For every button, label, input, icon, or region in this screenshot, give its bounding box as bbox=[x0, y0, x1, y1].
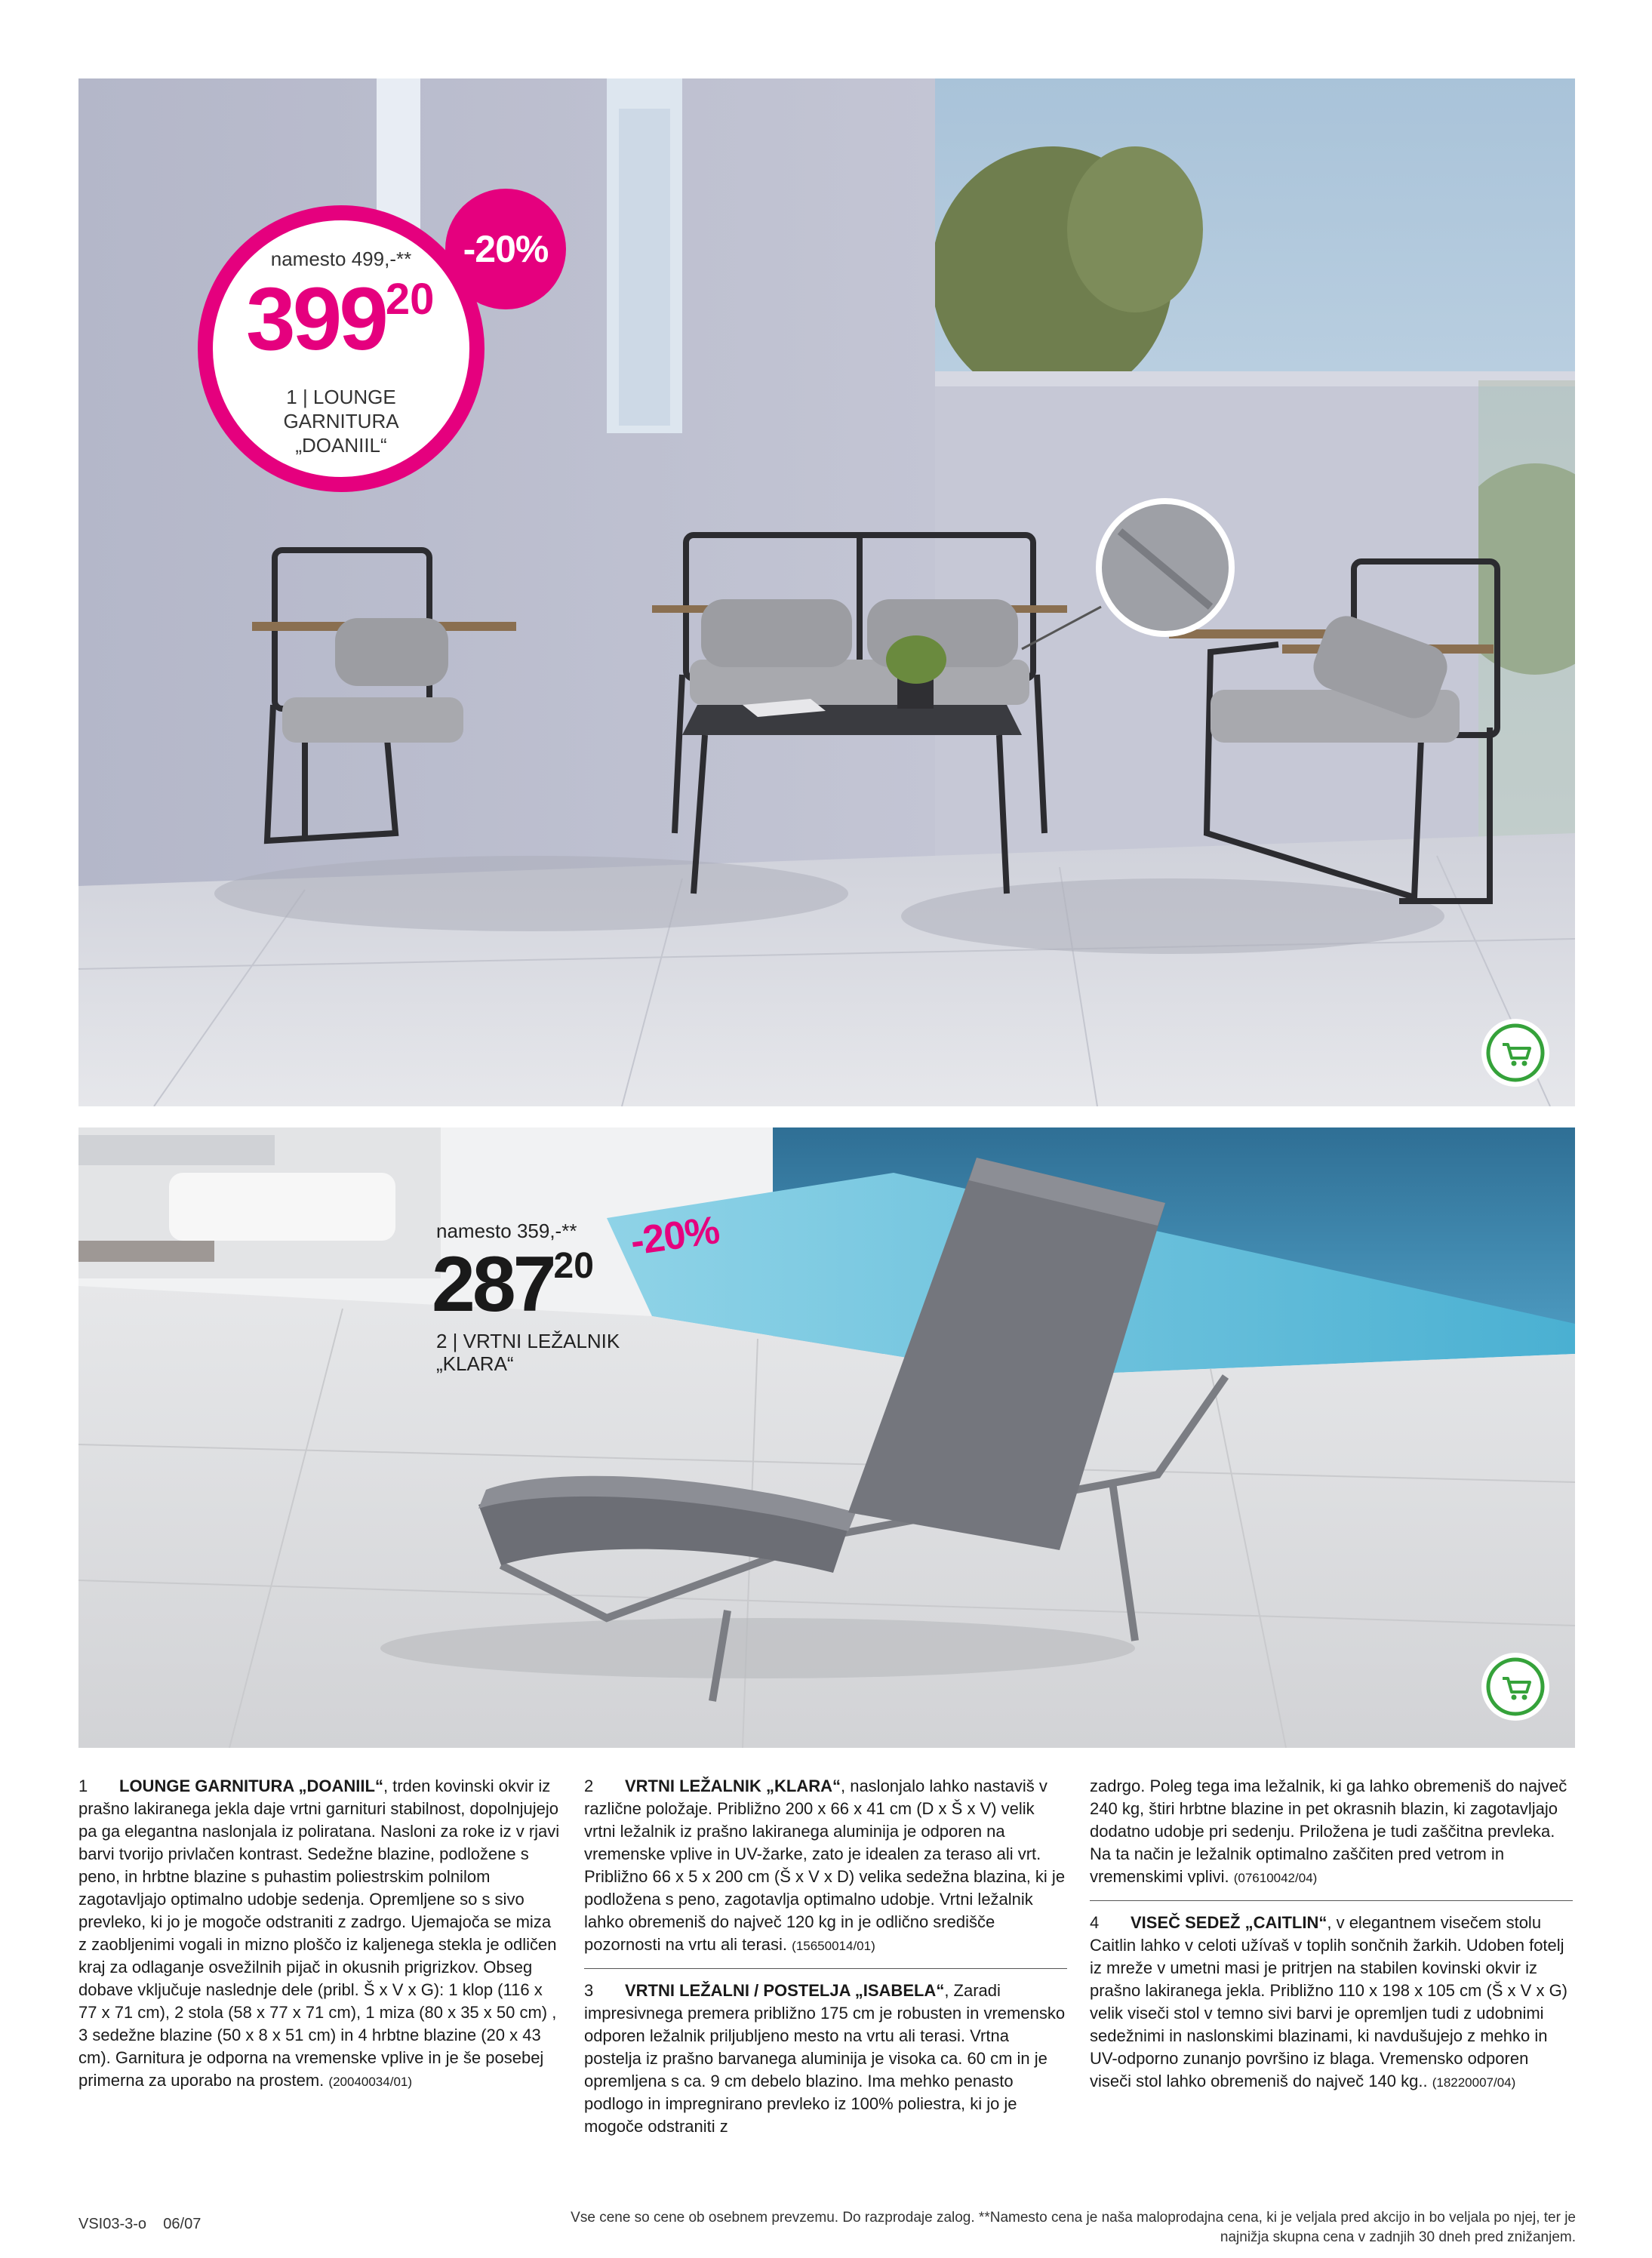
offer-name-line: „KLARA“ bbox=[436, 1352, 514, 1375]
text-column-2 bbox=[584, 1775, 1067, 2138]
product-text: , v elegantnem visečem stolu Caitlin lahko v celoti užívaš v toplih sončnih žarkih. Udoben fotelj iz mreže v umetni masi je pritrjen na stabilen kovinski okvir iz prašno lakiranega jekla. Približno 110 x 198 x 105 cm (Š x V x G) velik viseči stol v temno sivi barvi je opremljen tudi z udobnimi sedežnimi in naslonskimi blazinami, ki navdušujejo z mehko in UV-odporno zunanjo površino iz blaga. Vremensko odporen viseči stol lahko obremeniš do največ 140 kg.. bbox=[1090, 1913, 1568, 2090]
offer-name-line: GARNITURA bbox=[283, 410, 399, 432]
product-code: (18220007/04) bbox=[1432, 2075, 1516, 2090]
footer-disclaimer bbox=[423, 2208, 1576, 2247]
product-description bbox=[78, 1775, 561, 2093]
discount-label: -20% bbox=[627, 1207, 722, 1264]
offer-name-line: 1 | LOUNGE bbox=[286, 386, 396, 408]
price-main: 399 bbox=[246, 269, 386, 369]
price-main: 287 bbox=[432, 1241, 554, 1328]
disclaimer-line: najnižja skupna cena v zadnjih 30 dneh pred znižanjem. bbox=[1220, 2229, 1576, 2245]
product-description bbox=[1090, 1912, 1573, 2094]
product-title: VRTNI LEŽALNI / POSTELJA „ISABELA“ bbox=[625, 1981, 945, 2000]
product-text: , trden kovinski okvir iz prašno lakiranega jekla daje vrtni garnituri stabilnost, dopolnjujejo pa ga elegantna naslonjala iz poliratana. Nasloni za roke iz v rjavi barvi tvorijo privlačen kontrast. Sedežne blazine, podložene s peno, in hrbtne blazine s puhastim poliestrskim polnilom zagotavljajo optimalno udobje sedenja. Opremljene so s sivo prevleko, ki jo je mogoče odstraniti z zadrgo. Ujemajoča se miza z zaobljenimi vogali in mizno ploščo iz kaljenega stekla je odličen kraj za odlaganje osvežilnih pijač in okusnih prigrizkov. Obseg dobave vključuje naslednje dele (pribl. Š x V x G): 1 klop (116 x 77 x 71 cm), 2 stola (58 x 77 x 71 cm), 1 miza (80 x 35 x 50 cm) , 3 sedežne blazine (50 x 8 x 51 cm) in 4 hrbtne blazine (20 x 43 cm). Garnitura je odporna na vremenske vplive in je še posebej primerna za uporabo na prostem. bbox=[78, 1777, 560, 2090]
divider bbox=[1090, 1900, 1573, 1901]
product-description bbox=[584, 1775, 1067, 1958]
product-code: (07610042/04) bbox=[1233, 1871, 1318, 1885]
was-price: namesto 359,-** bbox=[436, 1220, 577, 1242]
product-text: , naslonjalo lahko nastaviš v različne položaje. Približno 200 x 66 x 41 cm (D x Š x V) velik vrtni ležalnik iz prašno lakiranega aluminija je odporen na vremenske vplive in UV-žarke, zato je idealen za teraso ali vrt. Približno 66 x 5 x 200 cm (Š x V x D) velika sedežna blazina, ki je podložena s peno, zagotavlja optimalno udobje. Vrtni ležalnik lahko obremeniš do največ 120 kg in je odlično središče pozornosti na vrtu ali terasi. bbox=[584, 1777, 1066, 1954]
price-badge-lounge bbox=[198, 205, 485, 492]
text-column-3 bbox=[1090, 1775, 1573, 2094]
offer-name bbox=[243, 385, 439, 457]
product-title: VRTNI LEŽALNIK „KLARA“ bbox=[625, 1777, 841, 1795]
offer-name-line: „DOANIIL“ bbox=[295, 434, 387, 457]
footer-code: VSI03-3-o 06/07 bbox=[78, 2216, 202, 2232]
shopping-cart-hand-icon[interactable] bbox=[1484, 1656, 1546, 1718]
product-description bbox=[584, 1980, 1067, 2138]
product-description-continued bbox=[1090, 1775, 1573, 1890]
product-title: VISEČ SEDEŽ „CAITLIN“ bbox=[1131, 1913, 1327, 1932]
sun-lounger-photo bbox=[78, 1127, 1575, 1748]
offer-name-line: 2 | VRTNI LEŽALNIK bbox=[436, 1330, 620, 1352]
shopping-cart-hand-icon[interactable] bbox=[1484, 1022, 1546, 1084]
disclaimer-line: Vse cene so cene ob osebnem prevzemu. Do razprodaje zalog. **Namesto cena je naša maloprodajna cena, ki je veljala pred akcijo in bo veljala po njej, ter je bbox=[571, 2210, 1576, 2226]
product-number: 4 bbox=[1090, 1913, 1100, 1932]
was-price: namesto 499,-** bbox=[270, 248, 412, 270]
product-number: 2 bbox=[584, 1777, 594, 1795]
product-number: 1 bbox=[78, 1777, 88, 1795]
price-cents: 20 bbox=[553, 1246, 594, 1286]
offer-price bbox=[432, 1241, 594, 1328]
offer-name bbox=[436, 1330, 620, 1375]
product-text: zadrgo. Poleg tega ima ležalnik, ki ga lahko obremeniš do največ 240 kg, štiri hrbtne blazine in pet okrasnih blazin, ki zagotavljajo dodatno udobje pri sedenju. Priložena je tudi zaščitna prevleka. Na ta način je ležalnik optimalno zaščiten pred vetrom in vremenskimi vplivi. bbox=[1090, 1777, 1567, 1886]
text-column-1 bbox=[78, 1775, 561, 2093]
product-code: (15650014/01) bbox=[792, 1939, 875, 1953]
divider bbox=[584, 1968, 1067, 1969]
price-cents: 20 bbox=[385, 275, 435, 324]
offer-price bbox=[246, 269, 435, 369]
product-number: 3 bbox=[584, 1981, 594, 2000]
product-code: (20040034/01) bbox=[328, 2075, 413, 2089]
product-text: , Zaradi impresivnega premera približno 175 cm je robusten in vremensko odporen ležalnik priljubljeno mesto na vrtu ali terasi. Vrtna postelja iz prašno barvanega aluminija je visoka ca. 60 cm in je opremljena s ca. 9 cm debelo blazino. Ima mehko penasto podlogo in impregnirano prevleko iz 100% poliestra, ki jo je mogoče odstraniti z bbox=[584, 1981, 1066, 2136]
product-title: LOUNGE GARNITURA „DOANIIL“ bbox=[119, 1777, 383, 1795]
price-badge-lounger bbox=[432, 1217, 779, 1398]
discount-badge: -20% bbox=[445, 189, 566, 309]
